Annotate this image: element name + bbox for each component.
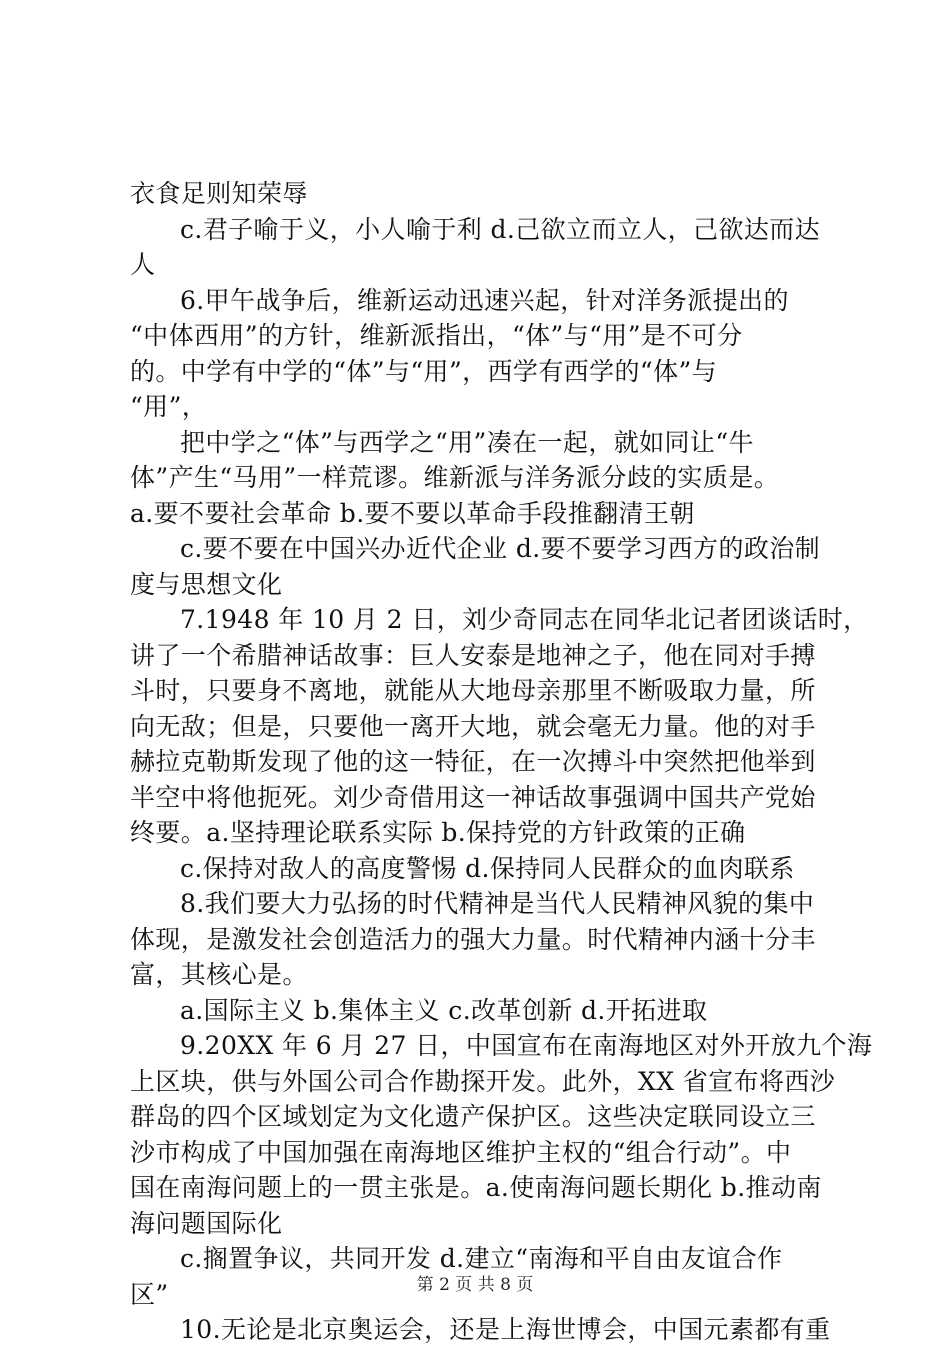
text-line: 度与思想文化 [130, 569, 283, 599]
text-line: 富，其核心是。 [130, 960, 308, 989]
text-line: 沙市构成了中国加强在南海地区维护主权的“组合行动”。中 [130, 1137, 792, 1167]
text-line: 半空中将他扼死。刘少奇借用这一神话故事强调中国共产党始 [130, 782, 816, 812]
text-line: 上区块，供与外国公司合作勘探开发。此外，XX 省宣布将西沙 [130, 1066, 836, 1096]
text-line: 把中学之“体”与西学之“用”凑在一起，就如同让“牛 [180, 427, 754, 457]
text-line: 10.无论是北京奥运会，还是上海世博会，中国元素都有重 [180, 1315, 831, 1344]
text-line: 群岛的四个区域划定为文化遗产保护区。这些决定联同设立三 [130, 1102, 816, 1131]
text-line: 体现，是激发社会创造活力的强大力量。时代精神内涵十分丰 [130, 924, 816, 954]
document-body [130, 176, 873, 1348]
text-line: 6.甲午战争后，维新运动迅速兴起，针对洋务派提出的 [180, 285, 789, 315]
text-line: 9.20XX 年 6 月 27 日，中国宣布在南海地区对外开放九个海 [180, 1031, 873, 1060]
text-line: a.要不要社会革命 b.要不要以革命手段推翻清王朝 [130, 498, 695, 528]
text-line: 讲了一个希腊神话故事：巨人安泰是地神之子，他在同对手搏 [130, 640, 816, 670]
page-footer: 第 2 页 共 8 页 [416, 1275, 534, 1295]
text-line: c.要不要在中国兴办近代企业 d.要不要学习西方的政治制 [180, 534, 821, 563]
text-line: 终要。a.坚持理论联系实际 b.保持党的方针政策的正确 [130, 818, 746, 847]
text-line: “用”， [130, 392, 208, 421]
text-line: 8.我们要大力弘扬的时代精神是当代人民精神风貌的集中 [180, 889, 815, 918]
text-line: 向无敌；但是，只要他一离开大地，就会毫无力量。他的对手 [130, 711, 816, 741]
text-line: c.保持对敌人的高度警惕 d.保持同人民群众的血肉联系 [180, 853, 795, 883]
text-line: a.国际主义 b.集体主义 c.改革创新 d.开拓进取 [180, 995, 708, 1025]
text-line: 的。中学有中学的“体”与“用”，西学有西学的“体”与 [130, 356, 718, 386]
text-line: “中体西用”的方针，维新派指出，“体”与“用”是不可分 [130, 321, 743, 350]
text-line: 斗时，只要身不离地，就能从大地母亲那里不断吸取力量，所 [130, 676, 816, 705]
text-line: 赫拉克勒斯发现了他的这一特征，在一次搏斗中突然把他举到 [130, 747, 816, 776]
text-line: 海问题国际化 [130, 1208, 283, 1238]
text-line: 衣食足则知荣辱 [130, 179, 308, 208]
text-line: 国在南海问题上的一贯主张是。a.使南海问题长期化 b.推动南 [130, 1173, 822, 1202]
text-line: 7.1948 年 10 月 2 日，刘少奇同志在同华北记者团谈话时， [180, 605, 869, 634]
text-line: 体”产生“马用”一样荒谬。维新派与洋务派分歧的实质是。 [130, 463, 780, 492]
text-line: c.搁置争议，共同开发 d.建立“南海和平自由友谊合作 [180, 1244, 783, 1273]
text-line: 区” [130, 1279, 169, 1309]
text-line: c.君子喻于义，小人喻于利 d.己欲立而立人，己欲达而达 [180, 214, 821, 244]
text-line: 人 [130, 250, 156, 279]
